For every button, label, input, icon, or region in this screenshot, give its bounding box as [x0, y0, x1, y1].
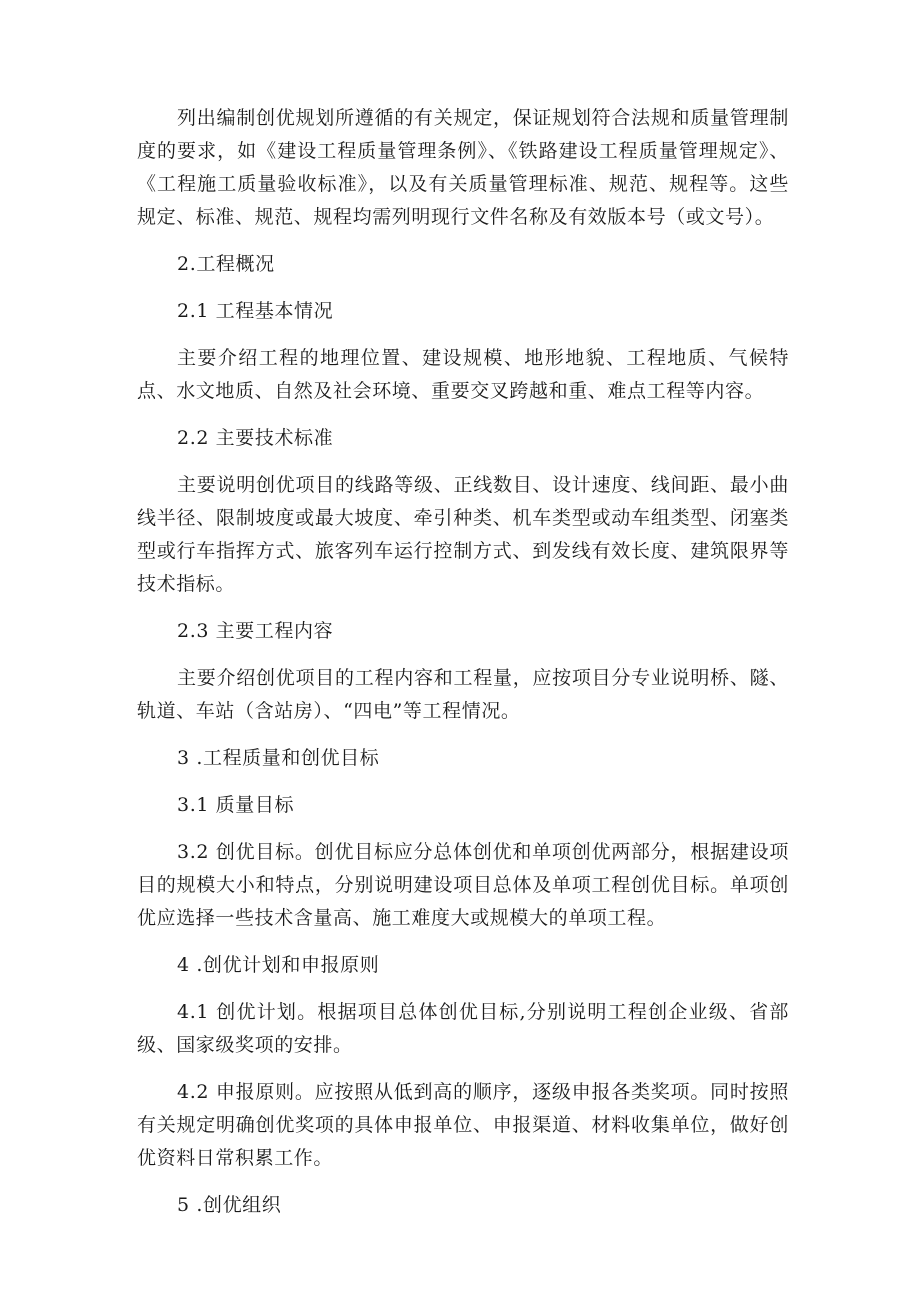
subsection-heading-3-1: 3.1 质量目标 [177, 794, 295, 816]
document-body [137, 102, 789, 1236]
section-heading-3: 3 .工程质量和创优目标 [177, 747, 380, 769]
subsection-heading-2-2: 2.2 主要技术标准 [177, 427, 334, 449]
paragraph-application-principle: 4.2 申报原则。应按照从低到高的顺序，逐级申报各类奖项。同时按照有关规定明确创优奖项的具体申报单位、申报渠道、材料收集单位，做好创优资料日常积累工作。 [137, 1081, 789, 1169]
paragraph-excellence-plan: 4.1 创优计划。根据项目总体创优目标,分别说明工程创企业级、省部级、国家级奖项的安排。 [137, 1001, 789, 1056]
section-heading-2: 2.工程概况 [177, 253, 275, 275]
paragraph-technical-standards: 主要说明创优项目的线路等级、正线数目、设计速度、线间距、最小曲线半径、限制坡度或最大坡度、牵引种类、机车类型或动车组类型、闭塞类型或行车指挥方式、旅客列车运行控制方式、到发线有效长度、建筑限界等技术指标。 [137, 474, 789, 595]
section-heading-5: 5 .创优组织 [177, 1194, 282, 1216]
paragraph-regulations: 列出编制创优规划所遵循的有关规定，保证规划符合法规和质量管理制度的要求，如《建设工程质量管理条例》、《铁路建设工程质量管理规定》、《工程施工质量验收标准》，以及有关质量管理标准、规范、规程等。这些规定、标准、规范、规程均需列明现行文件名称及有效版本号（或文号）。 [137, 107, 789, 228]
paragraph-excellence-goal: 3.2 创优目标。创优目标应分总体创优和单项创优两部分，根据建设项目的规模大小和特点，分别说明建设项目总体及单项工程创优目标。单项创优应选择一些技术含量高、施工难度大或规模大的单项工程。 [137, 841, 789, 929]
paragraph-basic-info: 主要介绍工程的地理位置、建设规模、地形地貌、工程地质、气候特点、水文地质、自然及社会环境、重要交叉跨越和重、难点工程等内容。 [137, 347, 789, 402]
section-heading-4: 4 .创优计划和申报原则 [177, 954, 380, 976]
subsection-heading-2-1: 2.1 工程基本情况 [177, 300, 334, 322]
subsection-heading-2-3: 2.3 主要工程内容 [177, 620, 334, 642]
paragraph-main-works: 主要介绍创优项目的工程内容和工程量，应按项目分专业说明桥、隧、轨道、车站（含站房）、“四电”等工程情况。 [137, 667, 789, 722]
